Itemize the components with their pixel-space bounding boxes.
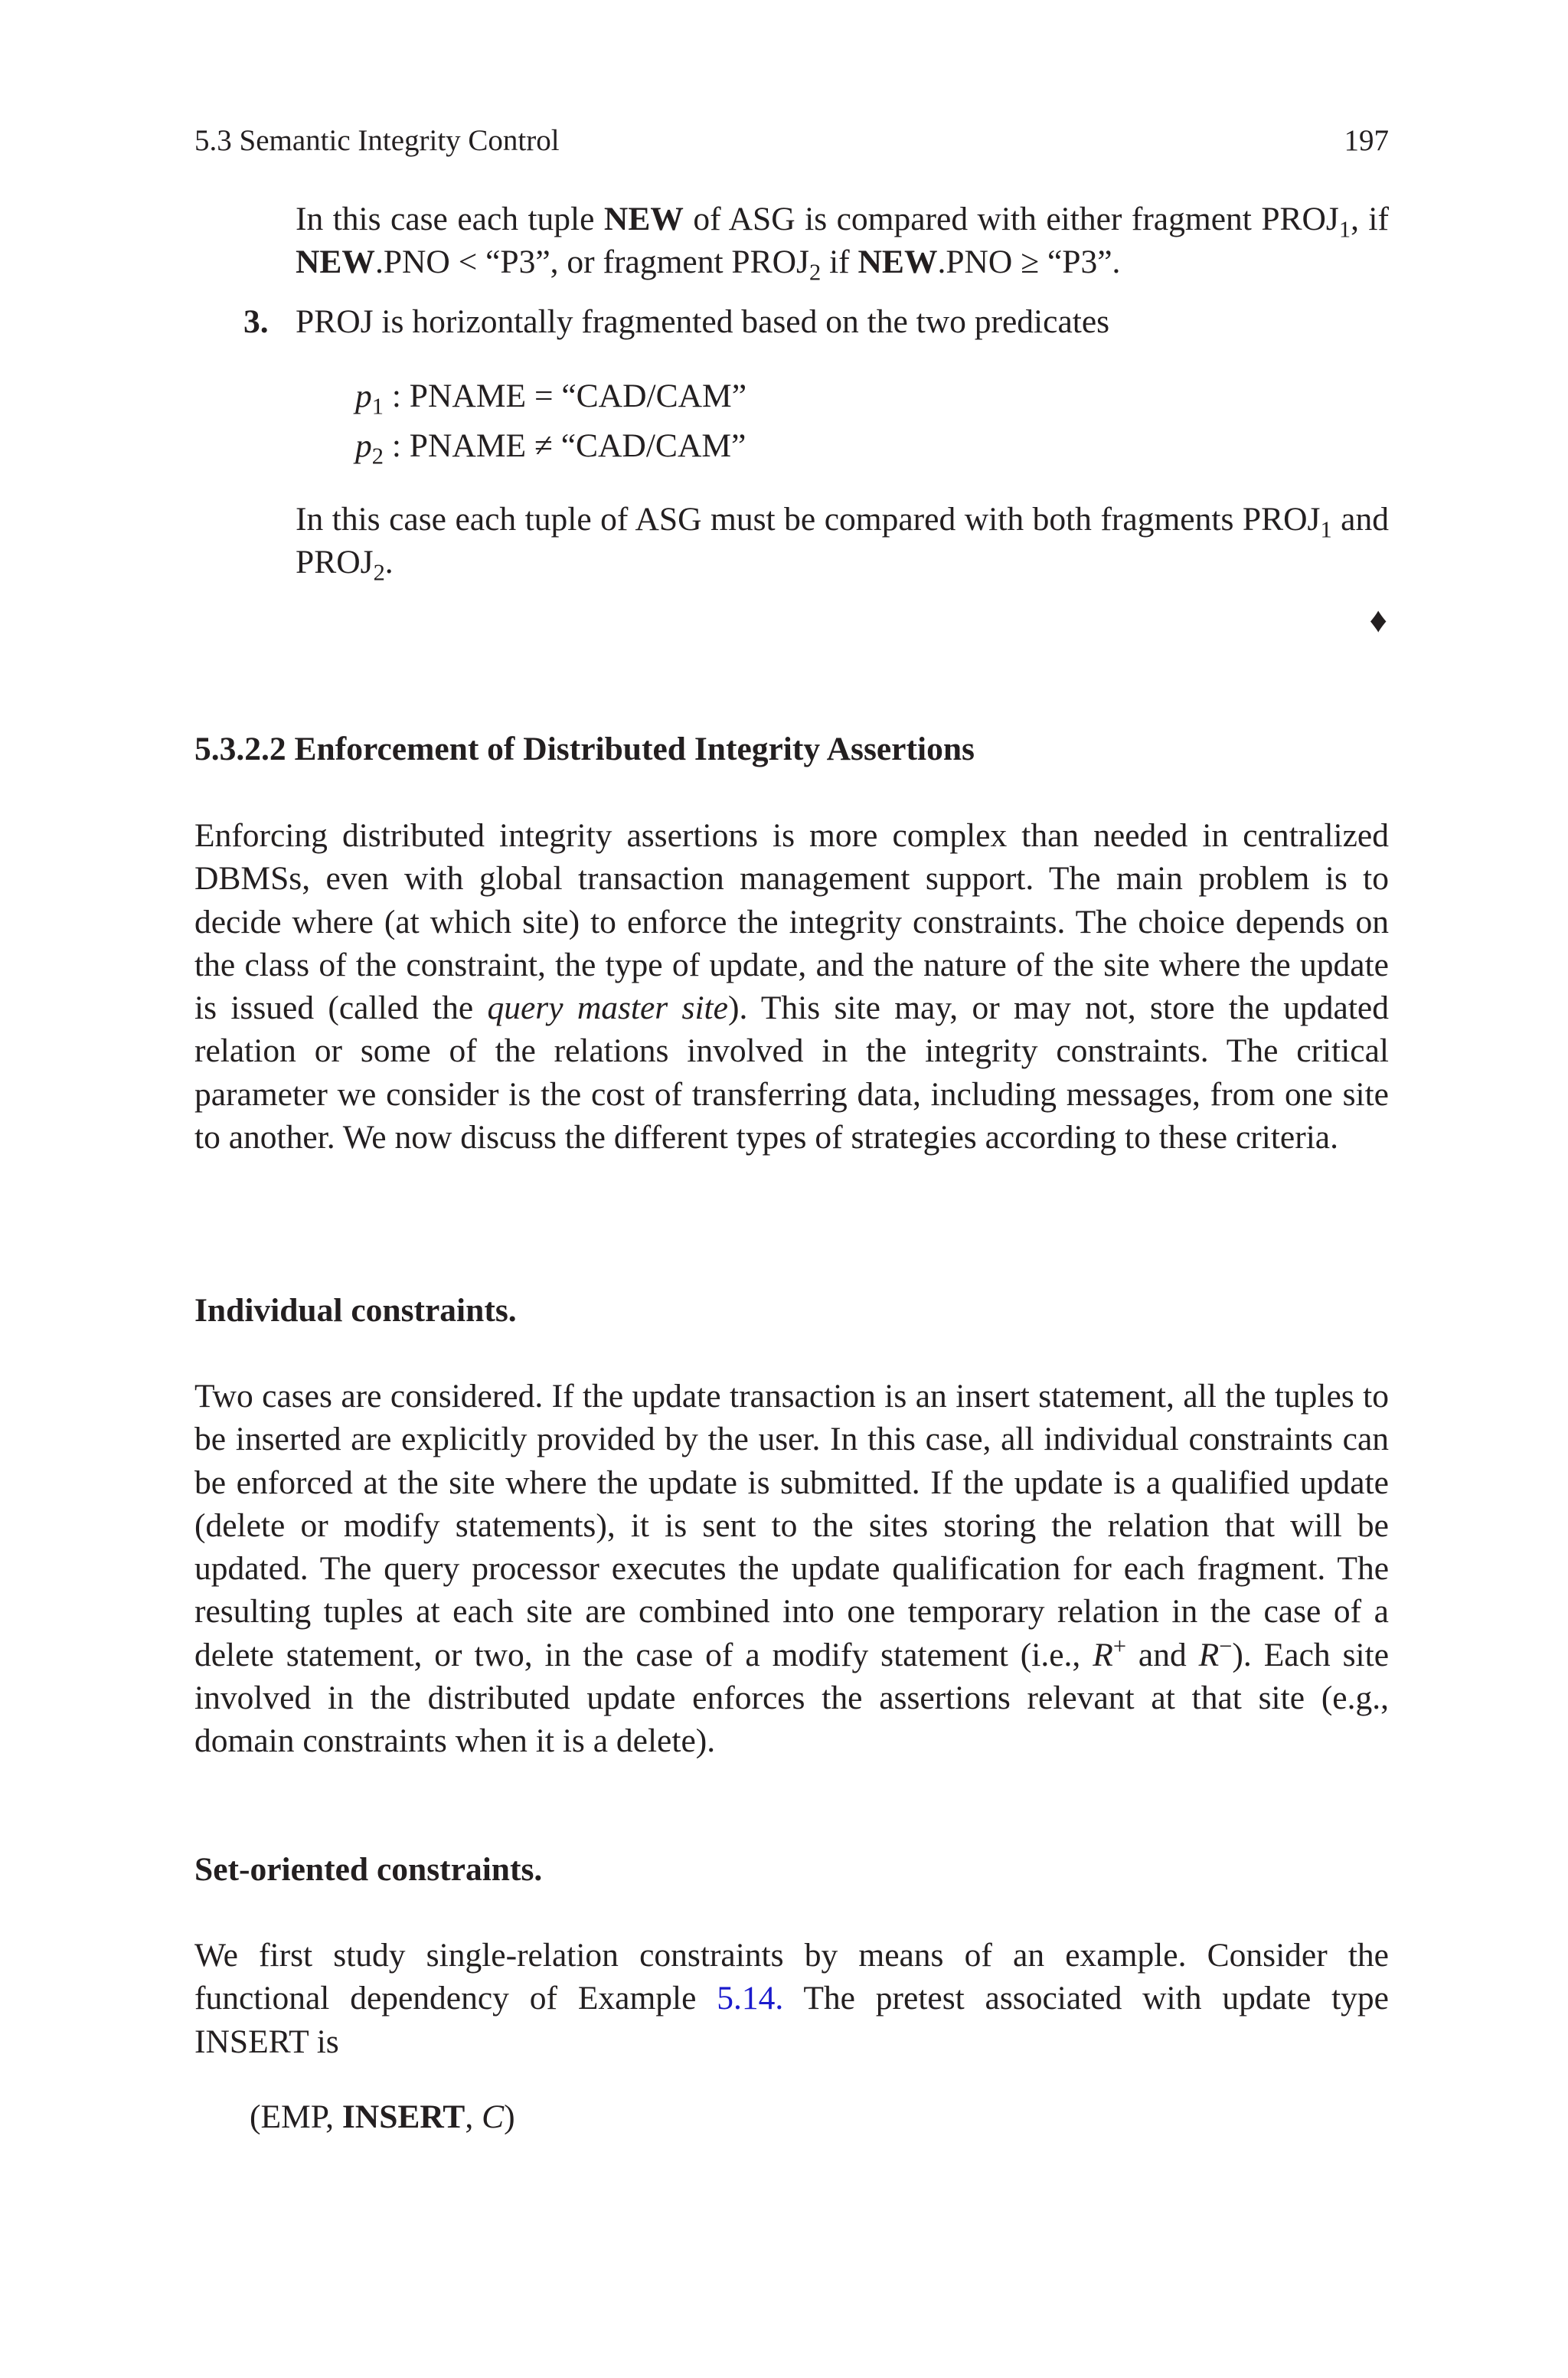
individual-constraints-paragraph: Two cases are considered. If the update transaction is an insert statement, all the tuples to be inserted are explicitly provided by the user. In this case, all individual constraints can be enforced at the site where the update is submitted. If the update is a qualified update (delete or modify statements), it is sent to the sites storing the relation that will be updated. The query processor executes the update qualification for each fragment. The resulting tuples at each site are combined into one temporary relation in the case of a delete statement, or two, in the case of a modify statement (i.e., R+ and R−). Each site involved in the distributed update enforces the assertions relevant at that site (e.g., domain constraints when it is a delete). bbox=[194, 1378, 1389, 1760]
set-oriented-paragraph: We first study single-relation constraints by means of an example. Consider the functional dependency of Example 5.14. The pretest associated with update type INSERT is bbox=[194, 1937, 1389, 2060]
pretest-equation: (EMP, INSERT, C) bbox=[250, 2098, 515, 2135]
section-paragraph: Enforcing distributed integrity assertions is more complex than needed in centralized DBMSs, even with global transaction management support. The main problem is to decide where (at which site) to enforce the integrity constraints. The choice depends on the class of the constraint, the type of update, and the nature of the site where the update is issued (called the query master site). This site may, or may not, store the updated relation or some of the relations involved in the integrity constraints. The critical parameter we consider is the cost of transferring data, including messages, from one site to another. We now discuss the different types of strategies according to these criteria. bbox=[194, 817, 1389, 1156]
predicate-1: $p_1$ : PNAME = “CAD/CAM” bbox=[355, 378, 747, 420]
running-header-title: 5.3 Semantic Integrity Control bbox=[194, 124, 560, 157]
section-heading: 5.3.2.2 Enforcement of Distributed Integrity Assertions bbox=[194, 731, 975, 767]
individual-constraints-heading: Individual constraints. bbox=[194, 1292, 517, 1329]
list-item-number: 3. bbox=[243, 303, 269, 340]
set-oriented-constraints-heading: Set-oriented constraints. bbox=[194, 1851, 543, 1888]
example-reference-link[interactable]: 5.14. bbox=[717, 1980, 784, 2017]
example-end-diamond-icon: ♦ bbox=[1369, 600, 1387, 639]
predicate-2: $p_2$ : PNAME ≠ “CAD/CAM” bbox=[355, 427, 746, 469]
list-item-text: PROJ is horizontally fragmented based on the two predicates bbox=[296, 303, 1110, 340]
page-number: 197 bbox=[1344, 124, 1389, 157]
item3-after-paragraph: In this case each tuple of ASG must be compared with both fragments $PROJ_1$ and $PROJ_2$. bbox=[296, 501, 1389, 586]
continuation-paragraph: In this case each tuple NEW of ASG is compared with either fragment $PROJ_1$, if NEW.PNO < “P3”, or fragment $PROJ_2$ if NEW.PNO ≥ “P3”. bbox=[296, 201, 1390, 286]
